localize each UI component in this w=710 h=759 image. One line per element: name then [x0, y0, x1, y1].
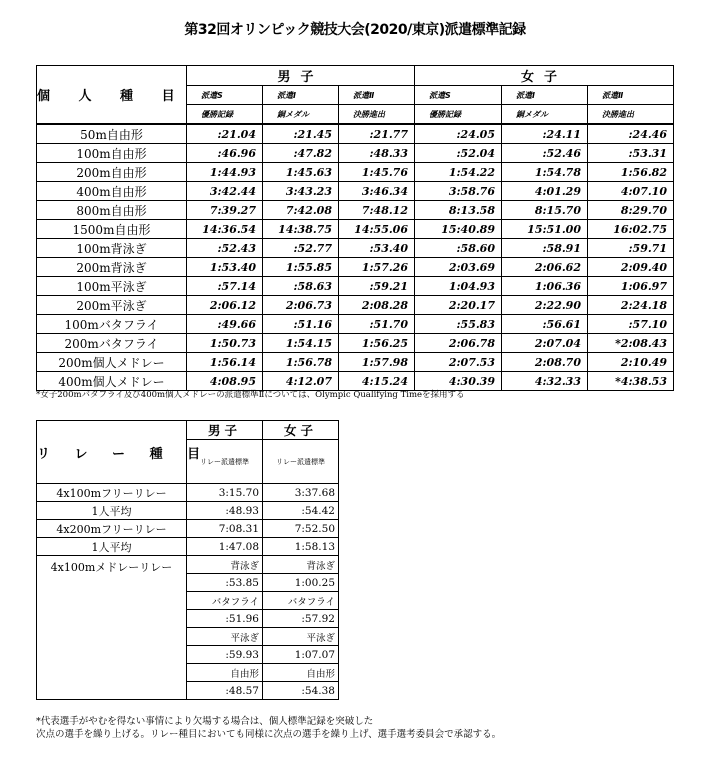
medley-women-value: :57.92: [263, 610, 339, 628]
record-value: 1:06.97: [588, 277, 674, 296]
record-value: 1:56.82: [588, 163, 674, 182]
record-value: 14:38.75: [263, 220, 339, 239]
record-value: 2:06.78: [415, 334, 502, 353]
relay-event-header: リ レ ー 種 目: [37, 421, 187, 484]
medley-stroke-row: [37, 556, 339, 574]
record-value: 1:56.78: [263, 353, 339, 372]
table-row: [37, 353, 674, 372]
record-value: 1:50.73: [187, 334, 263, 353]
table-row: [37, 144, 674, 163]
relay-event-name: 1人平均: [37, 538, 187, 556]
record-value: 4:01.29: [502, 182, 588, 201]
record-value: :48.33: [339, 144, 415, 163]
record-value: :51.16: [263, 315, 339, 334]
sub-header-cell-2: 銅メダル: [263, 105, 339, 125]
relay-men-value: :48.93: [187, 502, 263, 520]
relay-women-value: 1:58.13: [263, 538, 339, 556]
sub-header-cell: 派遣Ⅰ: [263, 86, 339, 105]
record-value: 1:54.78: [502, 163, 588, 182]
medley-men-value: :48.57: [187, 682, 263, 700]
medley-stroke-label: 自由形: [187, 664, 263, 682]
sub-header-cell: 派遣Ⅱ: [339, 86, 415, 105]
record-value: 2:08.28: [339, 296, 415, 315]
medley-men-value: :53.85: [187, 574, 263, 592]
medley-women-value: 1:07.07: [263, 646, 339, 664]
relay-men-subheader: リレー派遣標準: [187, 440, 263, 484]
record-value: :52.46: [502, 144, 588, 163]
individual-events-table: [36, 65, 674, 391]
record-value: 7:39.27: [187, 201, 263, 220]
record-value: 1:54.22: [415, 163, 502, 182]
relay-women-subheader: リレー派遣標準: [263, 440, 339, 484]
record-value: 4:08.95: [187, 372, 263, 391]
medley-men-value: :59.93: [187, 646, 263, 664]
record-value: :53.40: [339, 239, 415, 258]
record-value: :52.77: [263, 239, 339, 258]
table-row: [37, 296, 674, 315]
table-row: [37, 239, 674, 258]
record-value: 3:42.44: [187, 182, 263, 201]
record-value: :58.63: [263, 277, 339, 296]
relay-men-value: 1:47.08: [187, 538, 263, 556]
record-value: :59.71: [588, 239, 674, 258]
record-value: 1:44.93: [187, 163, 263, 182]
sub-header-cell: 派遣Ⅱ: [588, 86, 674, 105]
record-value: 7:42.08: [263, 201, 339, 220]
record-value: 2:03.69: [415, 258, 502, 277]
relay-women-header: 女子: [263, 421, 339, 440]
record-value: :57.14: [187, 277, 263, 296]
record-value: 2:08.70: [502, 353, 588, 372]
record-value: 1:57.98: [339, 353, 415, 372]
event-name: 200m自由形: [37, 163, 187, 182]
relay-men-value: 7:08.31: [187, 520, 263, 538]
table-row: [37, 182, 674, 201]
medley-stroke-label: 背泳ぎ: [263, 556, 339, 574]
event-name: 100m背泳ぎ: [37, 239, 187, 258]
men-header: 男子: [187, 66, 415, 86]
sub-header-cell-2: 決勝進出: [339, 105, 415, 125]
sub-header-cell: 派遣Ⅰ: [502, 86, 588, 105]
medley-event-name: 4x100mメドレーリレー: [37, 556, 187, 700]
event-name: 200m背泳ぎ: [37, 258, 187, 277]
record-value: 4:30.39: [415, 372, 502, 391]
record-value: :24.46: [588, 124, 674, 144]
record-value: 3:43.23: [263, 182, 339, 201]
table-row: [37, 163, 674, 182]
relay-events-table: [36, 420, 339, 700]
record-value: 8:29.70: [588, 201, 674, 220]
record-value: 2:09.40: [588, 258, 674, 277]
individual-event-header: 個 人 種 目: [37, 66, 187, 125]
event-name: 1500m自由形: [37, 220, 187, 239]
women-header: 女子: [415, 66, 674, 86]
record-value: 1:54.15: [263, 334, 339, 353]
record-value: 4:12.07: [263, 372, 339, 391]
record-value: :53.31: [588, 144, 674, 163]
sub-header-cell: 派遣S: [187, 86, 263, 105]
record-value: :58.60: [415, 239, 502, 258]
record-value: 2:07.04: [502, 334, 588, 353]
record-value: 2:06.12: [187, 296, 263, 315]
record-value: 4:15.24: [339, 372, 415, 391]
event-name: 400m自由形: [37, 182, 187, 201]
record-value: 2:07.53: [415, 353, 502, 372]
event-name: 200m個人メドレー: [37, 353, 187, 372]
record-value: 3:58.76: [415, 182, 502, 201]
medley-stroke-label: バタフライ: [263, 592, 339, 610]
record-value: 1:45.76: [339, 163, 415, 182]
record-value: :46.96: [187, 144, 263, 163]
sub-header-cell-2: 決勝進出: [588, 105, 674, 125]
event-name: 800m自由形: [37, 201, 187, 220]
table-row: [37, 520, 339, 538]
record-value: 14:55.06: [339, 220, 415, 239]
record-value: 1:56.25: [339, 334, 415, 353]
record-value: :24.11: [502, 124, 588, 144]
individual-note: *女子200mバタフライ及び400m個人メドレーの派遣標準Ⅱについては、Olympic Qualifying Timeを採用する: [36, 390, 465, 400]
sub-header-cell-2: 優勝記録: [415, 105, 502, 125]
table-row: [37, 538, 339, 556]
record-value: 8:15.70: [502, 201, 588, 220]
event-name: 100m自由形: [37, 144, 187, 163]
relay-men-value: 3:15.70: [187, 484, 263, 502]
footer-note-line1: *代表選手がやむを得ない事情により欠場する場合は、個人標準記録を突破した: [36, 716, 374, 727]
event-name: 100mバタフライ: [37, 315, 187, 334]
relay-event-name: 4x100mフリーリレー: [37, 484, 187, 502]
relay-women-value: 7:52.50: [263, 520, 339, 538]
record-value: 2:24.18: [588, 296, 674, 315]
relay-women-value: 3:37.68: [263, 484, 339, 502]
relay-women-value: :54.42: [263, 502, 339, 520]
event-name: 200mバタフライ: [37, 334, 187, 353]
medley-women-value: 1:00.25: [263, 574, 339, 592]
record-value: *4:38.53: [588, 372, 674, 391]
record-value: 14:36.54: [187, 220, 263, 239]
record-value: 1:06.36: [502, 277, 588, 296]
record-value: 1:53.40: [187, 258, 263, 277]
record-value: :24.05: [415, 124, 502, 144]
medley-women-value: :54.38: [263, 682, 339, 700]
record-value: 8:13.58: [415, 201, 502, 220]
record-value: 4:32.33: [502, 372, 588, 391]
table-row: [37, 258, 674, 277]
medley-stroke-label: 平泳ぎ: [263, 628, 339, 646]
table-row: [37, 124, 674, 144]
record-value: 1:04.93: [415, 277, 502, 296]
medley-men-value: :51.96: [187, 610, 263, 628]
record-value: *2:08.43: [588, 334, 674, 353]
record-value: 2:22.90: [502, 296, 588, 315]
record-value: 2:20.17: [415, 296, 502, 315]
relay-men-header: 男子: [187, 421, 263, 440]
medley-stroke-label: バタフライ: [187, 592, 263, 610]
record-value: :51.70: [339, 315, 415, 334]
record-value: :52.04: [415, 144, 502, 163]
record-value: :21.45: [263, 124, 339, 144]
record-value: 2:06.62: [502, 258, 588, 277]
event-name: 100m平泳ぎ: [37, 277, 187, 296]
record-value: :21.04: [187, 124, 263, 144]
table-row: [37, 201, 674, 220]
record-value: 15:40.89: [415, 220, 502, 239]
table-row: [37, 315, 674, 334]
record-value: 15:51.00: [502, 220, 588, 239]
relay-event-name: 1人平均: [37, 502, 187, 520]
medley-stroke-label: 自由形: [263, 664, 339, 682]
record-value: :58.91: [502, 239, 588, 258]
record-value: 16:02.75: [588, 220, 674, 239]
record-value: :59.21: [339, 277, 415, 296]
event-name: 400m個人メドレー: [37, 372, 187, 391]
table-row: [37, 220, 674, 239]
record-value: 2:10.49: [588, 353, 674, 372]
record-value: 7:48.12: [339, 201, 415, 220]
relay-event-name: 4x200mフリーリレー: [37, 520, 187, 538]
record-value: :47.82: [263, 144, 339, 163]
sub-header-cell-2: 銅メダル: [502, 105, 588, 125]
table-row: [37, 277, 674, 296]
record-value: 1:56.14: [187, 353, 263, 372]
sub-header-cell-2: 優勝記録: [187, 105, 263, 125]
medley-stroke-label: 背泳ぎ: [187, 556, 263, 574]
footer-note-line2: 次点の選手を繰り上げる。リレー種目においても同様に次点の選手を繰り上げ、選手選考委員会で承認する。: [36, 729, 502, 740]
table-row: [37, 502, 339, 520]
record-value: :57.10: [588, 315, 674, 334]
footer-note: [36, 715, 501, 741]
sub-header-cell: 派遣S: [415, 86, 502, 105]
event-name: 200m平泳ぎ: [37, 296, 187, 315]
record-value: :49.66: [187, 315, 263, 334]
record-value: 1:57.26: [339, 258, 415, 277]
page-title: 第32回オリンピック競技大会(2020/東京)派遣標準記録: [184, 22, 526, 38]
record-value: :55.83: [415, 315, 502, 334]
medley-stroke-label: 平泳ぎ: [187, 628, 263, 646]
record-value: 2:06.73: [263, 296, 339, 315]
record-value: 4:07.10: [588, 182, 674, 201]
record-value: 1:55.85: [263, 258, 339, 277]
table-row: [37, 484, 339, 502]
record-value: 1:45.63: [263, 163, 339, 182]
record-value: 3:46.34: [339, 182, 415, 201]
record-value: :21.77: [339, 124, 415, 144]
record-value: :52.43: [187, 239, 263, 258]
table-row: [37, 334, 674, 353]
record-value: :56.61: [502, 315, 588, 334]
event-name: 50m自由形: [37, 124, 187, 144]
